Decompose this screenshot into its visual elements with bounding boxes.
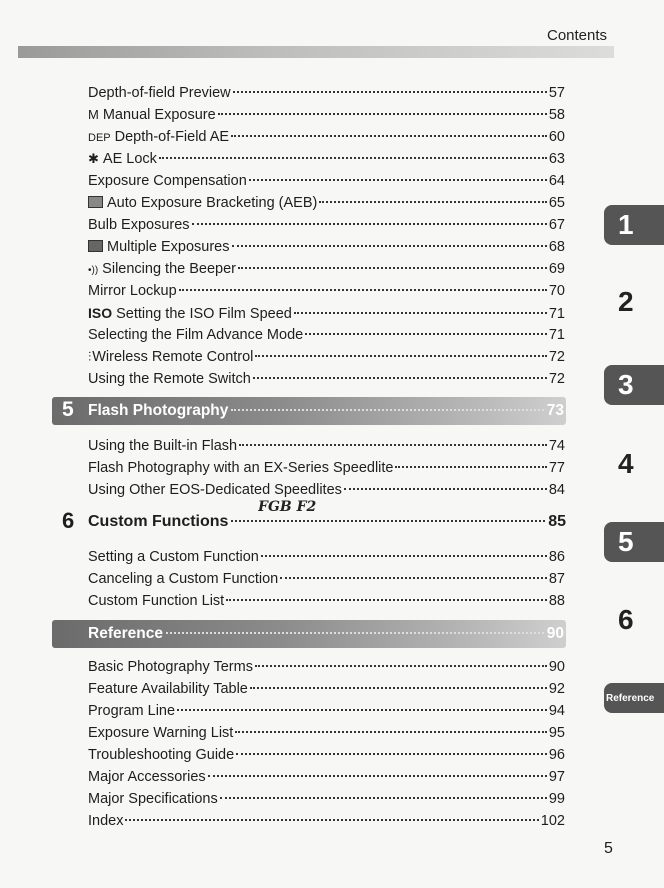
toc-entry-label: Wireless Remote Control <box>92 349 254 365</box>
toc-entry-label: Major Accessories <box>88 769 206 785</box>
toc-entry-exposure-warning-list[interactable] <box>88 724 565 742</box>
toc-entry-page: 87 <box>548 571 565 587</box>
toc-entry-page: 74 <box>548 438 565 454</box>
toc-entry-label: Feature Availability Table <box>88 681 248 697</box>
section-title: Reference <box>88 625 163 642</box>
toc-entry-label: Custom Function List <box>88 593 225 609</box>
section-page: 73 <box>546 402 564 419</box>
chapter-tab-reference[interactable]: Reference <box>604 683 664 713</box>
dot-leader <box>250 687 547 689</box>
toc-entry-page: 69 <box>548 261 565 277</box>
toc-entry-page: 71 <box>548 306 565 322</box>
toc-entry-custom-function-list[interactable] <box>88 592 565 610</box>
dot-leader <box>231 520 545 522</box>
toc-entry-remote-switch[interactable] <box>88 370 565 388</box>
toc-entry-exposure-compensation[interactable] <box>88 172 565 190</box>
toc-entry-page: 90 <box>548 659 565 675</box>
toc-entry-silencing-beeper[interactable] <box>88 260 565 278</box>
toc-entry-page: 65 <box>548 195 565 211</box>
toc-entry-iso-speed[interactable] <box>88 304 565 322</box>
section-page: 85 <box>548 513 566 530</box>
toc-entry-label: Basic Photography Terms <box>88 659 253 675</box>
dot-leader <box>166 632 544 634</box>
toc-entry-label: Using Other EOS-Dedicated Speedlites <box>88 482 342 498</box>
toc-entry-page: 96 <box>548 747 565 763</box>
dot-leader <box>177 709 547 711</box>
dot-leader <box>255 355 546 357</box>
toc-entry-page: 72 <box>548 349 565 365</box>
toc-entry-major-accessories[interactable] <box>88 768 565 786</box>
toc-entry-program-line[interactable] <box>88 702 565 720</box>
toc-entry-built-in-flash[interactable] <box>88 437 565 455</box>
toc-entry-ex-speedlite[interactable] <box>88 459 565 477</box>
toc-entry-feature-availability-table[interactable] <box>88 680 565 698</box>
toc-entry-label: Exposure Warning List <box>88 725 234 741</box>
toc-entry-basic-photography-terms[interactable] <box>88 658 565 676</box>
toc-entry-label: Depth-of-field Preview <box>88 85 231 101</box>
chapter-tab-6[interactable]: 6 <box>618 604 634 635</box>
manual-mode-icon: M <box>88 107 99 122</box>
toc-entry-multiple-exposures[interactable] <box>88 238 565 256</box>
toc-entry-label: Manual Exposure <box>102 107 216 123</box>
toc-entry-page: 94 <box>548 703 565 719</box>
dot-leader <box>236 753 547 755</box>
section-number: 5 <box>62 398 74 421</box>
dot-leader <box>261 555 547 557</box>
section-heading-flash-photography[interactable] <box>52 397 566 425</box>
toc-entry-page: 64 <box>548 173 565 189</box>
dot-leader <box>344 488 547 490</box>
toc-entry-label: Depth-of-Field AE <box>114 129 230 145</box>
toc-entry-setting-custom-function[interactable] <box>88 548 565 566</box>
toc-entry-mirror-lockup[interactable] <box>88 282 565 300</box>
toc-entry-index[interactable] <box>88 812 565 830</box>
toc-entry-page: 88 <box>548 593 565 609</box>
toc-entry-page: 99 <box>548 791 565 807</box>
dot-leader <box>305 333 547 335</box>
toc-entry-page: 84 <box>548 482 565 498</box>
handwritten-note-text: FGB F2 <box>258 499 317 515</box>
toc-entry-label: Flash Photography with an EX-Series Speedlite <box>88 460 394 476</box>
chapter-tab-5[interactable]: 5 <box>604 522 664 562</box>
toc-entry-label: Selecting the Film Advance Mode <box>88 327 304 343</box>
chapter-tab-1[interactable]: 1 <box>604 205 664 245</box>
section-page: 90 <box>546 625 564 642</box>
section-title: Custom Functions <box>88 513 229 530</box>
toc-entry-bulb-exposures[interactable] <box>88 216 565 234</box>
toc-entry-label: Program Line <box>88 703 176 719</box>
toc-entry-page: 92 <box>548 681 565 697</box>
toc-entry-aeb[interactable] <box>88 194 565 212</box>
toc-entry-page: 86 <box>548 549 565 565</box>
remote-icon: ⫶ <box>88 349 92 364</box>
toc-entry-label: Mirror Lockup <box>88 283 177 299</box>
dot-leader <box>294 312 547 314</box>
toc-entry-page: 72 <box>548 371 565 387</box>
chapter-tab-4[interactable]: 4 <box>618 448 634 479</box>
toc-entry-page: 97 <box>548 769 565 785</box>
dot-leader <box>395 466 546 468</box>
toc-entry-page: 58 <box>548 107 565 123</box>
toc-entry-page: 77 <box>548 460 565 476</box>
toc-entry-film-advance-mode[interactable] <box>88 326 565 344</box>
dep-mode-icon: DEP <box>88 132 111 144</box>
dot-leader <box>255 665 547 667</box>
toc-entry-ae-lock[interactable] <box>88 150 565 168</box>
toc-entry-label: Setting the ISO Film Speed <box>116 306 292 322</box>
chapter-tab-2[interactable]: 2 <box>618 286 634 317</box>
toc-entry-depth-of-field-preview[interactable] <box>88 84 565 102</box>
section-heading-custom-functions[interactable] <box>62 510 566 538</box>
ae-lock-icon: ✱ <box>88 151 99 166</box>
chapter-tab-3[interactable]: 3 <box>604 365 664 405</box>
dot-leader <box>159 157 547 159</box>
toc-entry-label: Using the Remote Switch <box>88 371 251 387</box>
toc-entry-major-specifications[interactable] <box>88 790 565 808</box>
multiple-exposure-icon <box>88 240 103 252</box>
dot-leader <box>179 289 547 291</box>
toc-entry-label: Troubleshooting Guide <box>88 747 235 763</box>
toc-entry-page: 70 <box>548 283 565 299</box>
dot-leader <box>235 731 547 733</box>
dot-leader <box>238 267 547 269</box>
toc-entry-troubleshooting-guide[interactable] <box>88 746 565 764</box>
toc-entry-label: Auto Exposure Bracketing (AEB) <box>107 195 318 211</box>
toc-entry-label: Canceling a Custom Function <box>88 571 279 587</box>
toc-entry-page: 57 <box>548 85 565 101</box>
toc-entry-label: Index <box>88 813 124 829</box>
toc-entry-label: Multiple Exposures <box>107 239 230 255</box>
iso-icon: ISO <box>88 305 113 321</box>
dot-leader <box>280 577 547 579</box>
toc-entry-label: Using the Built-in Flash <box>88 438 238 454</box>
dot-leader <box>239 444 547 446</box>
toc-entry-label: Exposure Compensation <box>88 173 247 189</box>
toc-entry-label: Major Specifications <box>88 791 218 807</box>
dot-leader <box>226 599 547 601</box>
header-rule <box>18 46 614 58</box>
section-number: 6 <box>62 508 75 533</box>
toc-entry-page: 102 <box>540 813 565 829</box>
dot-leader <box>319 201 547 203</box>
section-title: Flash Photography <box>88 402 229 419</box>
dot-leader <box>249 179 547 181</box>
beeper-icon: •)) <box>88 265 99 276</box>
dot-leader <box>192 223 547 225</box>
dot-leader <box>218 113 547 115</box>
section-heading-reference[interactable] <box>52 620 566 648</box>
dot-leader <box>125 819 538 821</box>
toc-entry-depth-of-field-ae[interactable] <box>88 128 565 146</box>
dot-leader <box>231 409 543 411</box>
page-number: 5 <box>604 840 613 857</box>
toc-entry-wireless-remote[interactable] <box>88 348 565 366</box>
toc-entry-canceling-custom-function[interactable] <box>88 570 565 588</box>
dot-leader <box>232 245 547 247</box>
page-header-title: Contents <box>547 27 608 44</box>
toc-entry-page: 60 <box>548 129 565 145</box>
aeb-icon <box>88 196 103 208</box>
toc-entry-manual-exposure[interactable] <box>88 106 565 124</box>
toc-entry-page: 71 <box>548 327 565 343</box>
toc-entry-page: 95 <box>548 725 565 741</box>
toc-entry-label: AE Lock <box>102 151 157 167</box>
toc-entry-page: 63 <box>548 151 565 167</box>
toc-entry-page: 67 <box>548 217 565 233</box>
toc-entry-label: Setting a Custom Function <box>88 549 259 565</box>
toc-entry-label: Bulb Exposures <box>88 217 190 233</box>
dot-leader <box>220 797 547 799</box>
toc-entry-page: 68 <box>548 239 565 255</box>
dot-leader <box>231 135 547 137</box>
toc-entry-label: Silencing the Beeper <box>102 261 236 277</box>
dot-leader <box>253 377 547 379</box>
dot-leader <box>208 775 547 777</box>
dot-leader <box>233 91 547 93</box>
